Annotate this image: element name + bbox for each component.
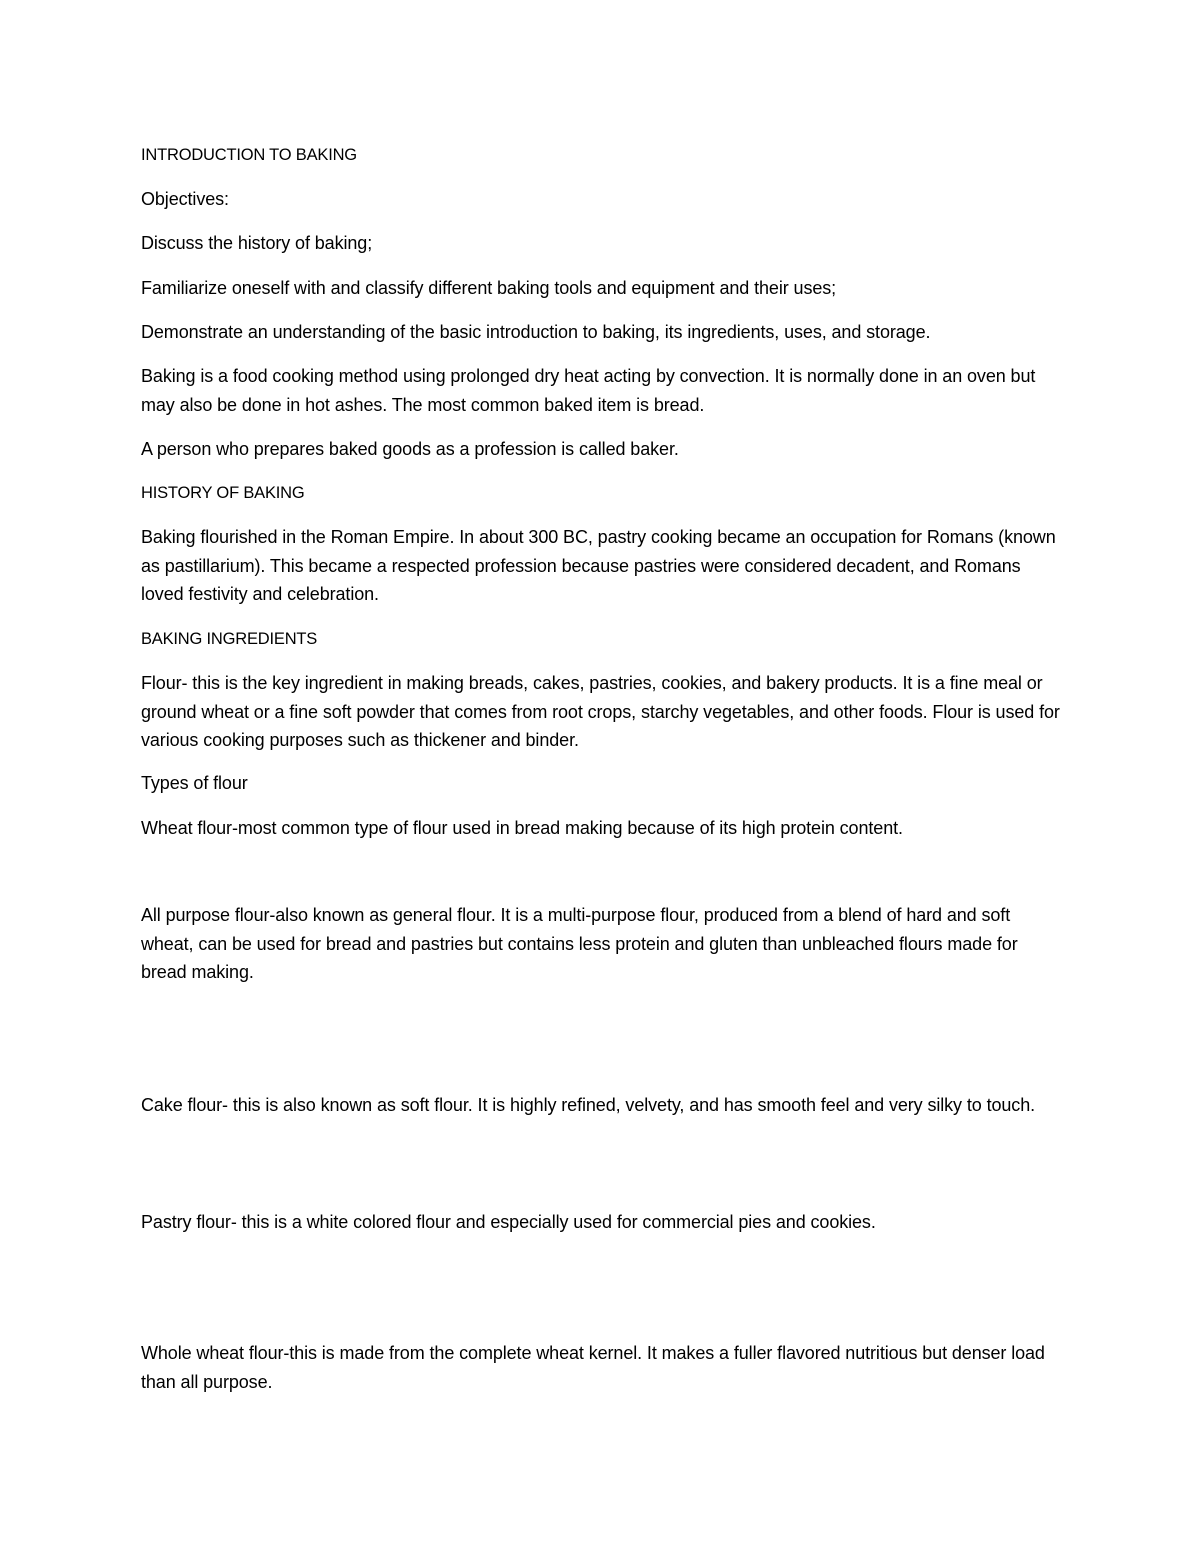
- document-title: INTRODUCTION TO BAKING: [141, 146, 357, 164]
- history-heading: HISTORY OF BAKING: [141, 484, 305, 502]
- objective-item: Familiarize oneself with and classify different baking tools and equipment and their uses;: [141, 278, 837, 298]
- baking-definition: Baking is a food cooking method using prolonged dry heat acting by convection. It is normally done in an oven but may also be done in hot ashes. The most common baked item is bread.: [141, 366, 1036, 415]
- flour-type-item: Pastry flour- this is a white colored flour and especially used for commercial pies and cookies.: [141, 1212, 876, 1232]
- objective-item: Discuss the history of baking;: [141, 233, 373, 253]
- flour-type-item: Cake flour- this is also known as soft flour. It is highly refined, velvety, and has smooth feel and very silky to touch.: [141, 1095, 1036, 1115]
- flour-paragraph: Flour- this is the key ingredient in making breads, cakes, pastries, cookies, and bakery products. It is a fine meal or ground wheat or a fine soft powder that comes from root crops, starchy vegetables, and other foods. Flour is used for various cooking purposes such as thickener and binder.: [141, 673, 1060, 750]
- flour-type-item: Whole wheat flour-this is made from the complete wheat kernel. It makes a fuller flavored nutritious but denser load than all purpose.: [141, 1343, 1045, 1392]
- flour-type-item: Wheat flour-most common type of flour used in bread making because of its high protein content.: [141, 818, 903, 838]
- flour-type-item: All purpose flour-also known as general flour. It is a multi-purpose flour, produced from a blend of hard and soft wheat, can be used for bread and pastries but contains less protein and gluten than unbleached flours made for bread making.: [141, 905, 1018, 982]
- baker-definition: A person who prepares baked goods as a profession is called baker.: [141, 439, 679, 459]
- history-paragraph: Baking flourished in the Roman Empire. In about 300 BC, pastry cooking became an occupation for Romans (known as pastillarium). This became a respected profession because pastries were considered decadent, and Romans loved festivity and celebration.: [141, 527, 1056, 604]
- objectives-label: Objectives:: [141, 189, 229, 209]
- types-heading: Types of flour: [141, 773, 248, 793]
- objective-item: Demonstrate an understanding of the basic introduction to baking, its ingredients, uses, and storage.: [141, 322, 931, 342]
- ingredients-heading: BAKING INGREDIENTS: [141, 630, 318, 648]
